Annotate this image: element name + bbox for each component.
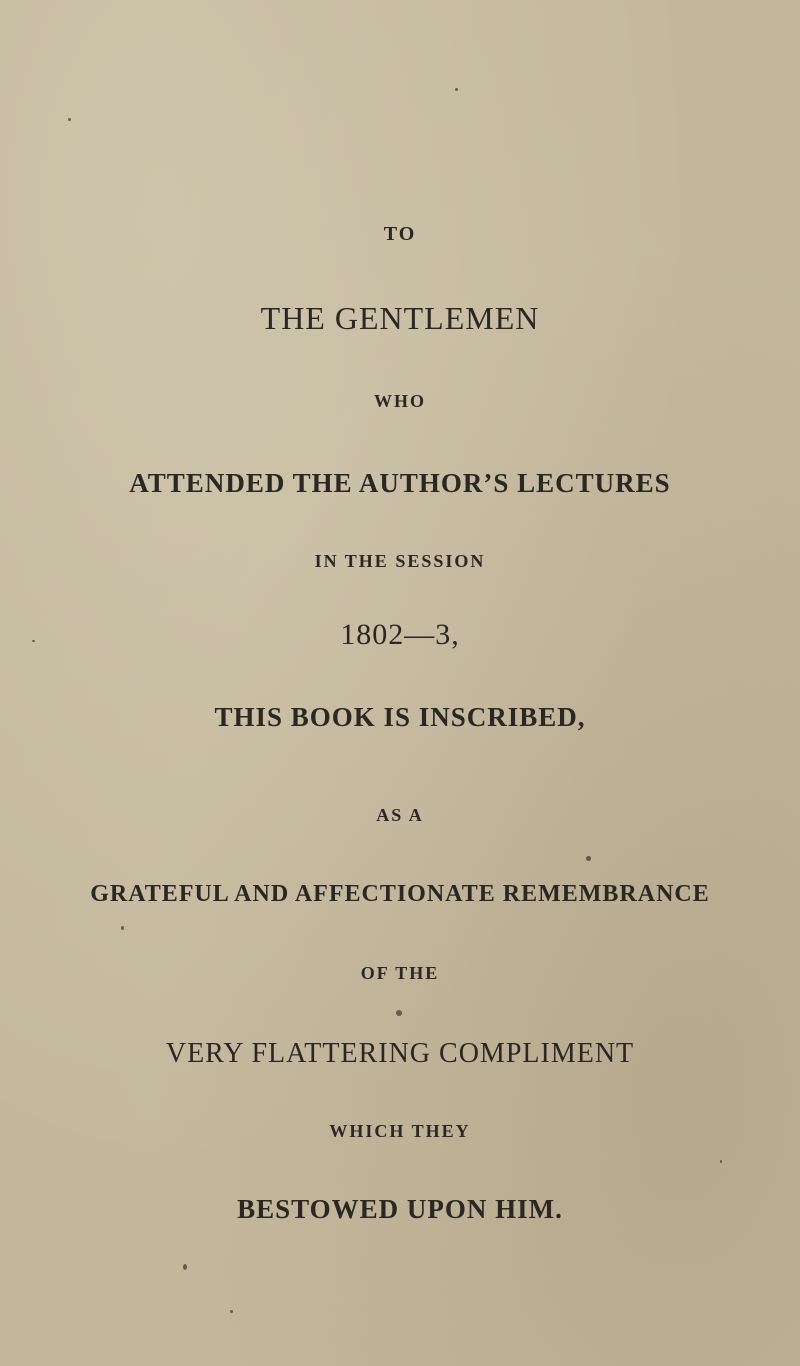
paper-speck — [121, 926, 124, 930]
paper-speck — [183, 1264, 187, 1270]
dedication-of-the: OF THE — [360, 963, 440, 983]
dedication-book-inscribed: THIS BOOK IS INSCRIBED, — [214, 702, 586, 732]
dedication-session-date: 1802—3, — [340, 618, 460, 651]
paper-speck — [230, 1310, 233, 1313]
paper-speck — [720, 1160, 722, 1163]
dedication-who: WHO — [373, 391, 426, 411]
dedication-which-they: WHICH THEY — [329, 1121, 471, 1141]
dedication-in-the-session: IN THE SESSION — [314, 551, 486, 571]
dedication-attended-lectures: ATTENDED THE AUTHOR’S LECTURES — [129, 468, 671, 498]
paper-speck — [32, 640, 35, 642]
dedication-as-a: AS A — [376, 805, 424, 825]
dedication-grateful-remembrance: GRATEFUL AND AFFECTIONATE REMEMBRANCE — [90, 881, 710, 907]
paper-speck — [68, 118, 71, 121]
dedication-to: TO — [383, 223, 417, 245]
dedication-the-gentlemen: THE GENTLEMEN — [260, 300, 540, 336]
paper-speck — [586, 856, 591, 861]
paper-speck — [455, 88, 458, 91]
dedication-bestowed-upon-him: BESTOWED UPON HIM. — [237, 1194, 563, 1224]
paper-speck — [396, 1010, 402, 1016]
dedication-very-flattering-compliment: VERY FLATTERING COMPLIMENT — [165, 1038, 635, 1069]
